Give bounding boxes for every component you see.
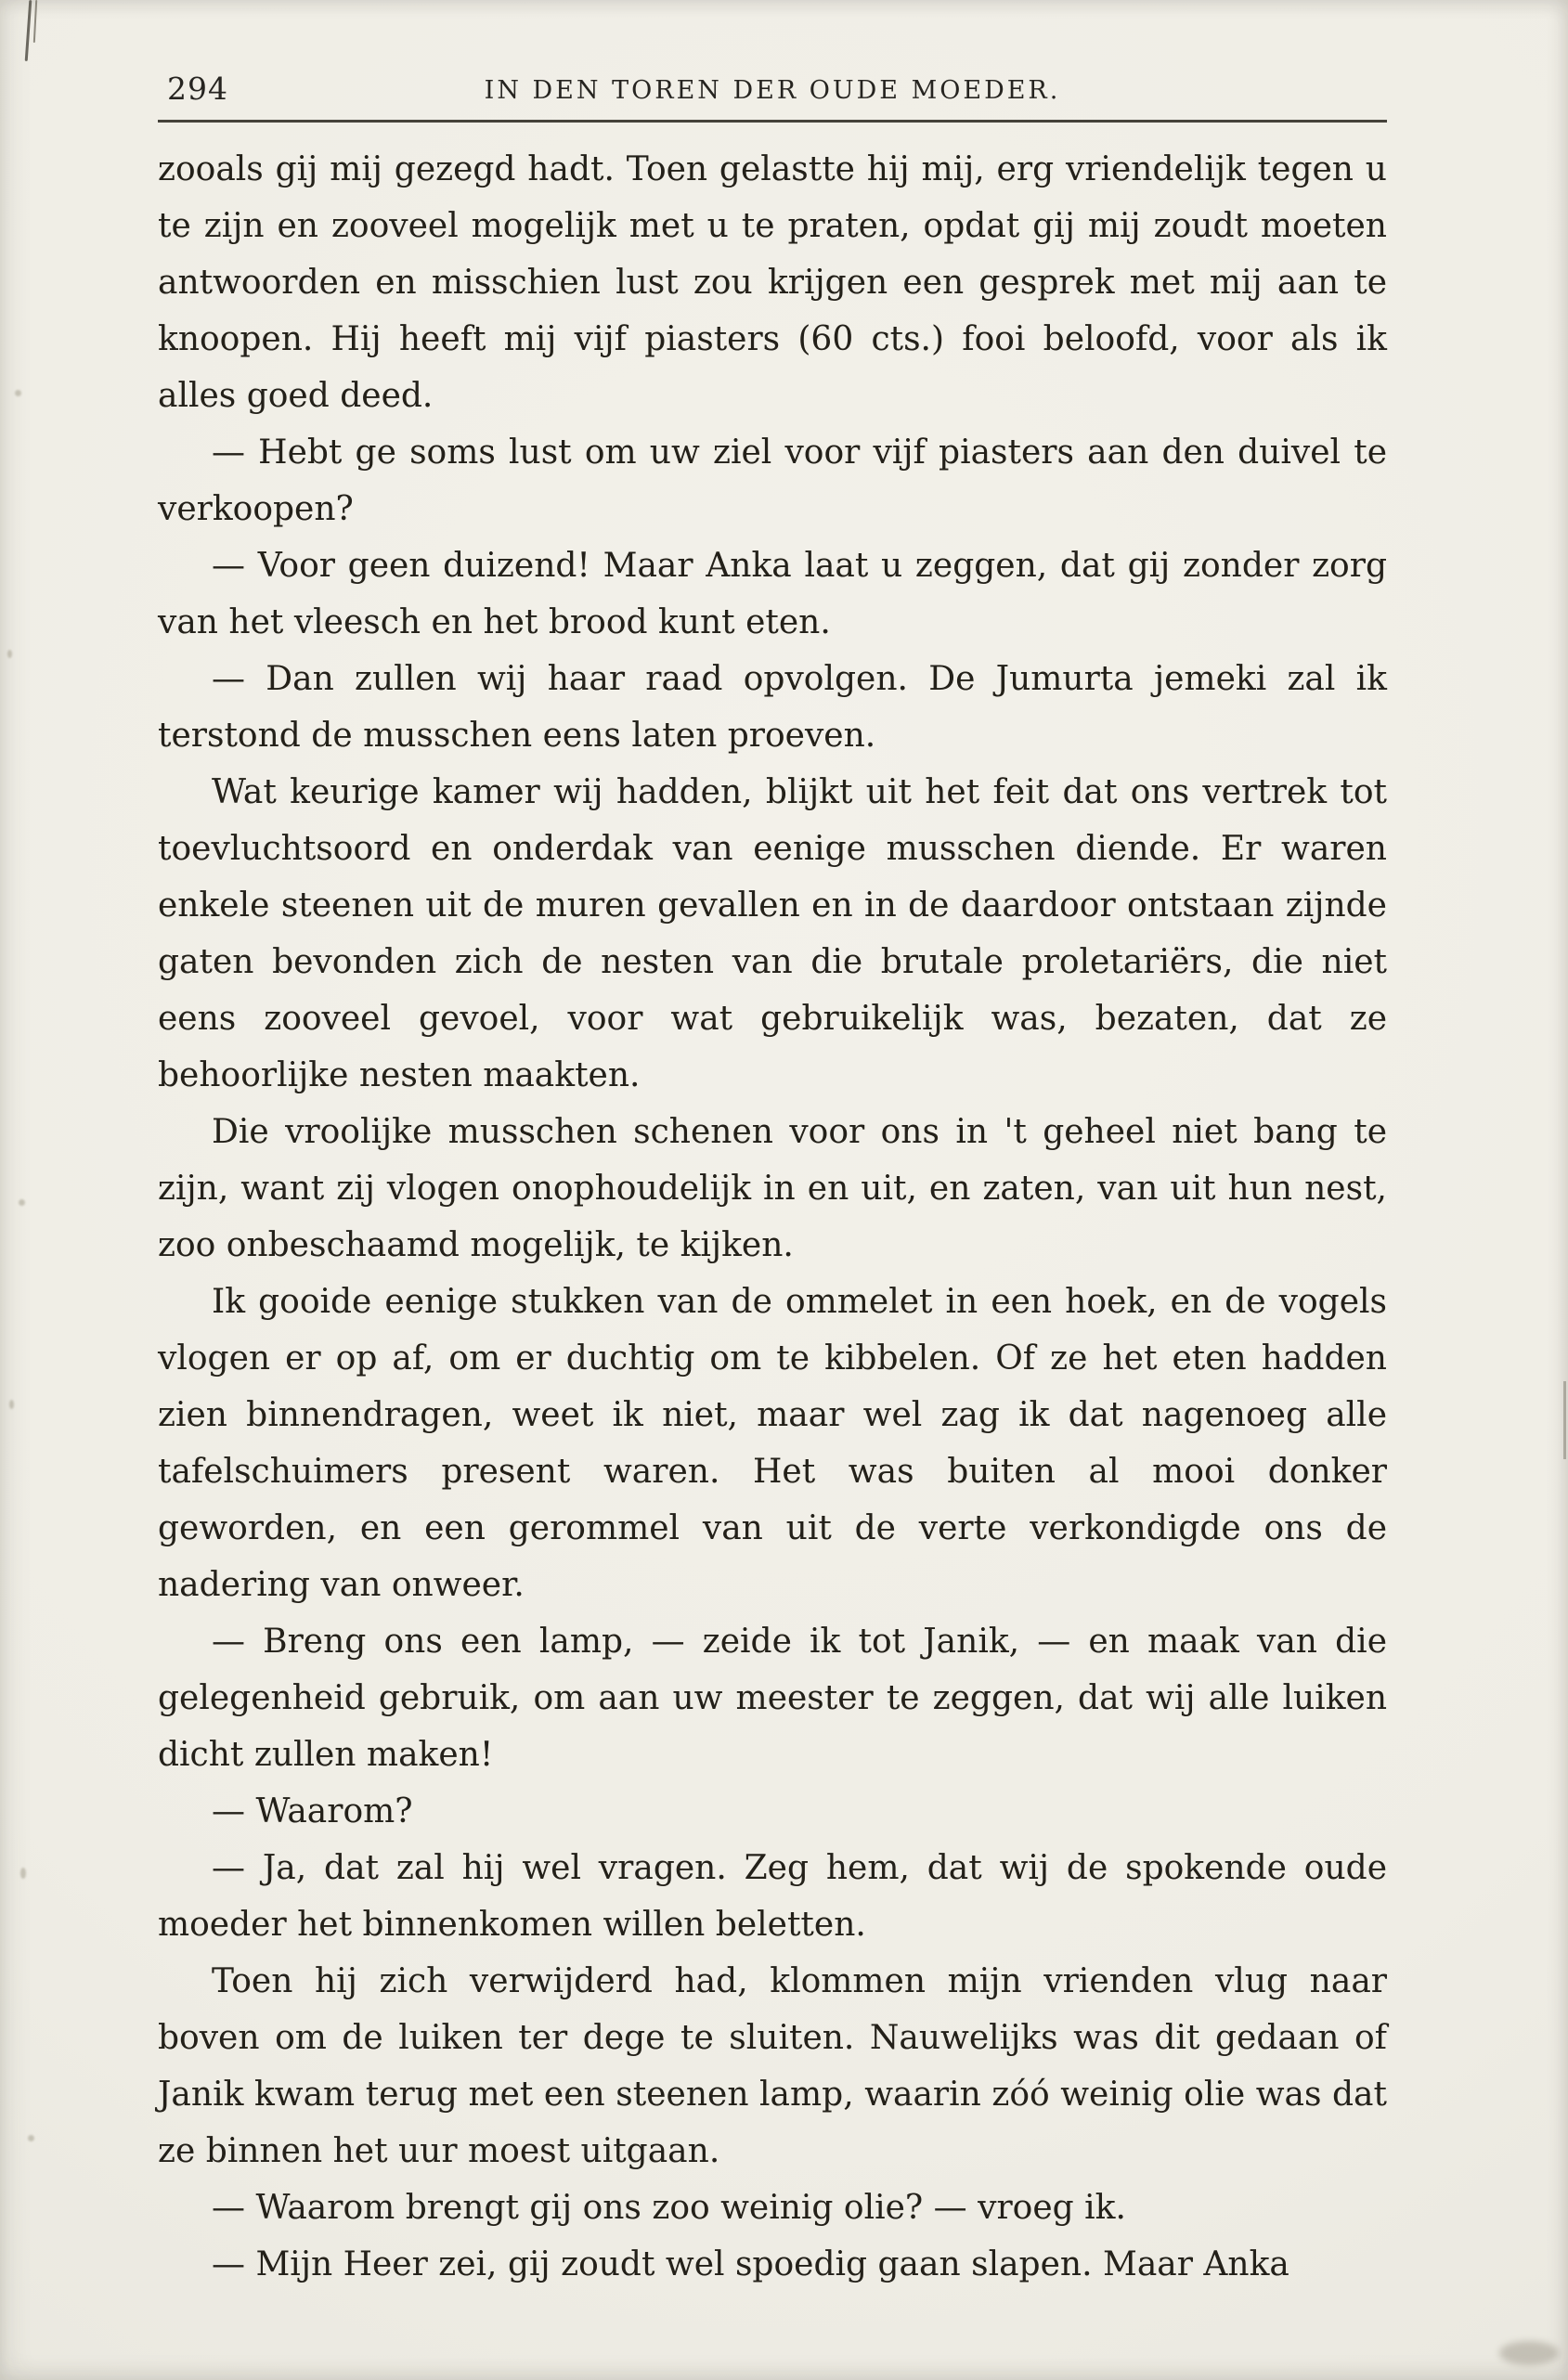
paragraph: Die vroolijke musschen schenen voor ons in 't geheel niet bang te zijn, want zij vlogen onophoudelijk in en uit, en zaten, van uit hun nest, zoo onbeschaamd mogelijk, te kijken. [158,1113,1387,1264]
scan-artifact [19,1199,25,1206]
paragraph: — Waarom brengt gij ons zoo weinig olie? — vroeg ik. [212,2189,1126,2227]
paragraph: — Waarom? [212,1792,413,1830]
page-number: 294 [167,71,228,107]
scan-artifact [24,0,39,74]
scan-artifact [15,390,21,396]
scan-artifact [7,650,12,658]
paragraph: — Mijn Heer zei, gij zoudt wel spoedig gaan slapen. Maar Anka [212,2245,1289,2283]
paragraph: — Ja, dat zal hij wel vragen. Zeg hem, dat wij de spokende oude moeder het binnenkomen willen beletten. [158,1849,1387,1944]
scan-artifact [9,1400,14,1409]
paragraph: — Hebt ge soms lust om uw ziel voor vijf piasters aan den duivel te verkoopen? [158,433,1387,528]
scan-artifact [1499,2341,1559,2365]
paragraph: — Breng ons een lamp, — zeide ik tot Janik, — en maak van die gelegenheid gebruik, om aan uw meester te zeggen, dat wij alle luiken dicht zullen maken! [158,1623,1387,1774]
header-rule [158,120,1387,123]
paragraph: Wat keurige kamer wij hadden, blijkt uit het feit dat ons vertrek tot toevluchtsoord en onderdak van eenige musschen diende. Er waren enkele steenen uit de muren gevallen en in de daardoor ontstaan zijnde gaten bevonden zich de nesten van die brutale proletariërs, die niet eens zooveel gevoel, voor wat gebruikelijk was, bezaten, dat ze behoorlijke nesten maakten. [158,773,1387,1094]
paragraph: Toen hij zich verwijderd had, klommen mijn vrienden vlug naar boven om de luiken ter dege te sluiten. Nauwelijks was dit gedaan of Janik kwam terug met een steenen lamp, waarin zóó weinig olie was dat ze binnen het uur moest uitgaan. [158,1962,1387,2170]
scan-artifact [1563,1381,1566,1459]
paragraph: zooals gij mij gezegd hadt. Toen gelastte hij mij, erg vriendelijk tegen u te zijn en zooveel mogelijk met u te praten, opdat gij mij zoudt moeten antwoorden en misschien lust zou krijgen een gesprek met mij aan te knoopen. Hij heeft mij vijf piasters (60 cts.) fooi beloofd, voor als ik alles goed deed. [158,150,1387,415]
running-title: IN DEN TOREN DER OUDE MOEDER. [484,76,1061,105]
scan-artifact [28,2135,34,2141]
paragraph: Ik gooide eenige stukken van de ommelet in een hoek, en de vogels vlogen er op af, om er duchtig om te kibbelen. Of ze het eten hadden zien binnendragen, weet ik niet, maar wel zag ik dat nagenoeg alle tafelschuimers present waren. Het was buiten al mooi donker geworden, en een gerommel van uit de verte verkondigde ons de nadering van onweer. [158,1283,1387,1604]
body-text [158,141,1387,2293]
page-header [160,69,1385,111]
scan-artifact [20,1868,26,1879]
paragraph: — Voor geen duizend! Maar Anka laat u zeggen, dat gij zonder zorg van het vleesch en het brood kunt eten. [158,547,1387,641]
paragraph: — Dan zullen wij haar raad opvolgen. De Jumurta jemeki zal ik terstond de musschen eens laten proeven. [158,660,1387,755]
